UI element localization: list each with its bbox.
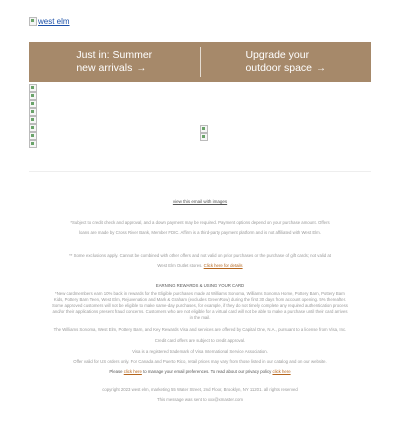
offer-valid-text: Offer valid for US orders only. For Canada and Puerto Rico, retail prices may vary from those listed in our catalog and on our website. — [73, 359, 327, 364]
broken-image-icon[interactable] — [29, 124, 37, 132]
broken-image-icon[interactable] — [29, 140, 37, 148]
broken-image-icon[interactable] — [29, 92, 37, 100]
loans-text: loans are made by Cross River Bank, Member FDIC. Affirm is a third-party payment platform and is not affiliated with West Elm. — [79, 230, 321, 235]
summer-line1: Just in: Summer — [76, 49, 153, 61]
privacy-policy-link[interactable]: click here — [272, 369, 291, 374]
broken-image-column — [29, 84, 37, 148]
please-text: Please — [109, 369, 123, 374]
copyright-text: copyright 2023 west elm, marketing 55 Water Street, 2nd Floor, Brooklyn, NY 11201. all rights reserved — [102, 387, 298, 392]
summer-arrivals-link[interactable] — [29, 42, 200, 82]
outdoor-line1: Upgrade your — [245, 49, 310, 61]
broken-image-icon[interactable] — [200, 125, 208, 133]
visa-text: Visa is a registered trademark of Visa International Service Association. — [132, 349, 268, 354]
broken-image-icon[interactable] — [29, 132, 37, 140]
legal-exclusions — [52, 253, 348, 269]
outdoor-line2: outdoor space — [245, 61, 313, 74]
legal-credit — [52, 220, 348, 236]
broken-image-icon[interactable] — [200, 133, 208, 141]
legal-rewards — [52, 283, 348, 321]
credit-card-text: Credit card offers are subject to credit approval. — [154, 338, 246, 343]
summer-line2: new arrivals — [76, 61, 133, 74]
broken-image-icon — [29, 17, 37, 26]
brands-text: The Williams Sonoma, West Elm, Pottery Barn, and Key Rewards Visa and services are offered by Capital One, N.A., pursuant to a license from Visa, Inc. — [53, 327, 347, 332]
broken-image-icon[interactable] — [29, 100, 37, 108]
broken-image-icon[interactable] — [29, 116, 37, 124]
manage-prefs-link[interactable]: click here — [123, 369, 142, 374]
arrow-right-icon: → — [316, 62, 327, 74]
details-link[interactable]: Click here for details — [203, 263, 243, 268]
divider — [29, 171, 371, 172]
view-with-images-link[interactable]: view this email with images — [172, 199, 228, 204]
manage-prefs-text: to manage your email preferences. To read about our privacy policy — [143, 369, 272, 374]
outdoor-space-link[interactable] — [201, 42, 372, 82]
hero-banner — [29, 42, 371, 82]
rewards-heading: EARNING REWARDS & USING YOUR CARD — [155, 283, 245, 288]
west-elm-logo[interactable] — [29, 17, 70, 26]
broken-image-icon[interactable] — [29, 84, 37, 92]
credit-approval-text: *Subject to credit check and approval, and a down payment may be required. Payment options depend on your purchase amount. Offers — [70, 220, 330, 225]
exclusions-text-2: West Elm Outlet stores. — [157, 263, 203, 268]
broken-image-icon[interactable] — [29, 108, 37, 116]
logo-alt-text: west elm — [38, 17, 70, 26]
sent-to-text: This message was sent to xxx@xmaster.com — [156, 397, 244, 402]
rewards-body: *New cardmembers earn 10% back in rewards for the Eligible purchases made at Williams Sonoma, Williams Sonoma Home, Pottery Barn, Pottery Barn Kids, Pottery Barn Teen, West Elm, Rejuvenation and Mark & Graham (excludes GreenRow) during the first 30 days from account opening. 5% thereafter. Some approved customers will not be eligible to make same-day purchases, for example, if they do not timely complete any required authentication process and/or their applications present fraud concerns. Customers who are not eligible for a virtual card will not be able to make a purchase until their card arrives in the mail. — [52, 291, 348, 320]
arrow-right-icon: → — [136, 62, 147, 74]
exclusions-text: ** Some exclusions apply. Cannot be combined with other offers and not valid on prior purchases or the purchase of gift cards; not valid at — [69, 253, 331, 258]
broken-image-column-right — [200, 125, 208, 141]
legal-brands — [52, 327, 348, 403]
